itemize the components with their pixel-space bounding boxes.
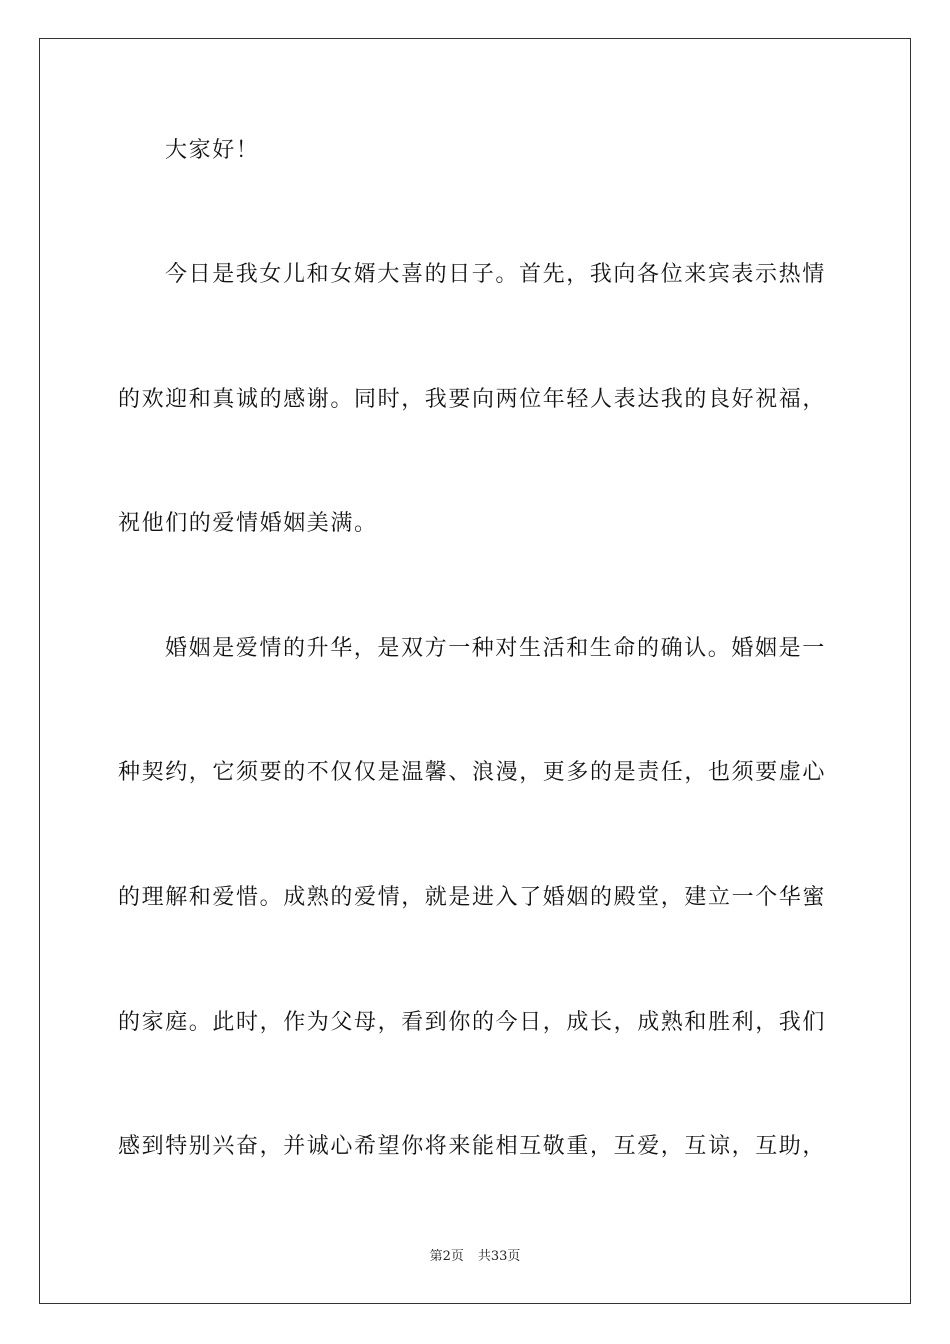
page-total: 共33页: [477, 1249, 521, 1264]
paragraph-line: 今日是我女儿和女婿大喜的日子。首先，我向各位来宾表示热情: [165, 262, 826, 287]
page-border: [39, 38, 911, 1304]
paragraph-line: 的欢迎和真诚的感谢。同时，我要向两位年轻人表达我的良好祝福，: [118, 387, 827, 412]
paragraph-line: 种契约，它须要的不仅仅是温馨、浪漫，更多的是责任，也须要虚心: [118, 760, 827, 785]
paragraph-line: 感到特别兴奋，并诚心希望你将来能相互敬重，互爱，互谅，互助，: [118, 1134, 827, 1159]
page-number: 第2页: [429, 1249, 464, 1264]
greeting-line: 大家好！: [165, 138, 260, 163]
paragraph-line: 婚姻是爱情的升华，是双方一种对生活和生命的确认。婚姻是一: [165, 636, 826, 661]
paragraph-line: 的家庭。此时，作为父母，看到你的今日，成长，成熟和胜利，我们: [118, 1010, 827, 1035]
page-footer: [0, 1245, 950, 1264]
paragraph-line: 的理解和爱惜。成熟的爱情，就是进入了婚姻的殿堂，建立一个华蜜: [118, 885, 827, 910]
paragraph-line: 祝他们的爱情婚姻美满。: [118, 511, 378, 536]
